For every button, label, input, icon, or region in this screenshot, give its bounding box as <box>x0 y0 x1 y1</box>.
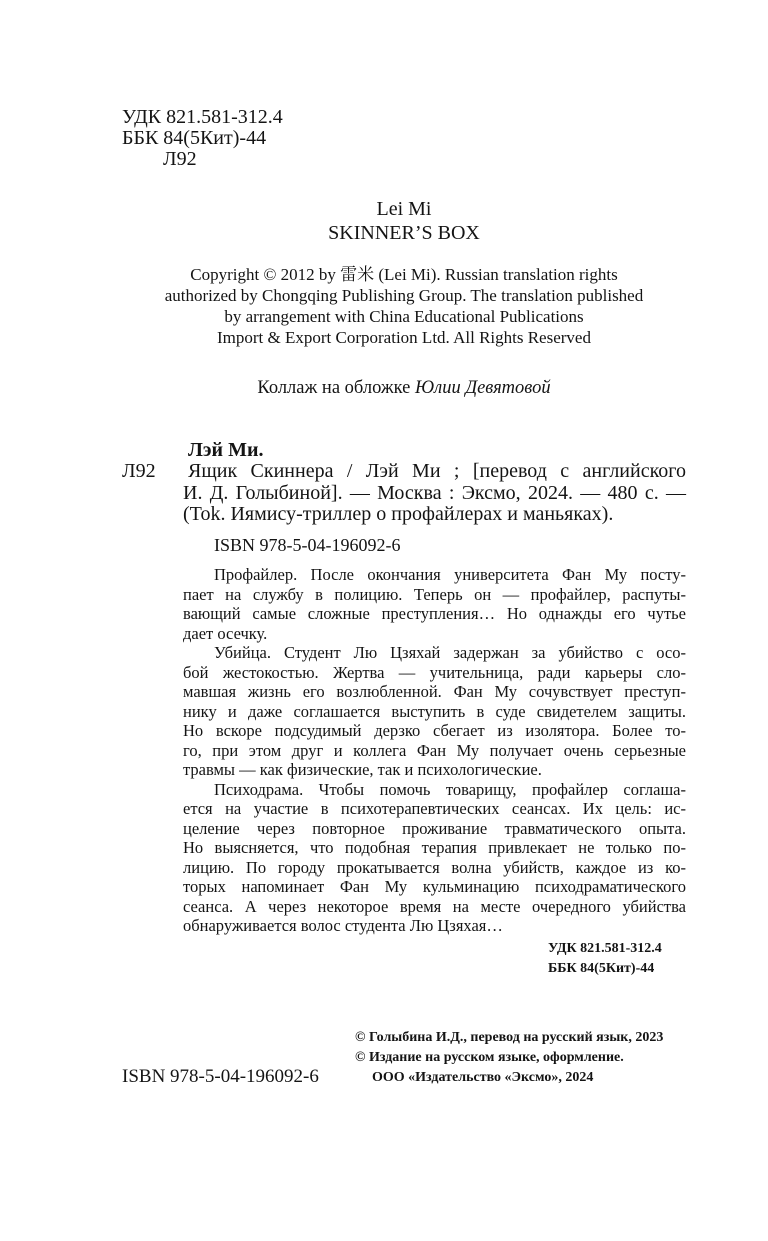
annotation-classification <box>548 939 662 979</box>
record-isbn: ISBN 978-5-04-196092-6 <box>214 535 401 555</box>
annotation-line: целение через повторное проживание травматического опыта. <box>183 818 686 838</box>
annotation-line: пает на службу в полицию. Теперь он — профайлер, распуты- <box>183 584 686 604</box>
cover-credit <box>122 377 686 399</box>
annotation <box>183 565 686 936</box>
annotation-line: Но вскоре подсудимый дерзко сбегает из изолятора. Более то- <box>183 721 686 740</box>
udk-code: УДК 821.581-312.4 <box>122 106 283 128</box>
annotation-line: нику и даже соглашается выступить в суде свидетелем защиты. <box>183 701 686 721</box>
annotation-line: Убийца. Студент Лю Цзяхай задержан за убийство с осо- <box>214 643 686 662</box>
record-description-line: Ящик Скиннера / Лэй Ми ; [перевод с английского <box>188 460 686 482</box>
author-mark: Л92 <box>163 148 197 170</box>
annotation-line: травмы — как физические, так и психологические. <box>183 760 542 779</box>
bbk-code: ББК 84(5Кит)-44 <box>122 127 267 149</box>
annotation-line: дает осечку. <box>183 623 268 643</box>
copyright-line: Import & Export Corporation Ltd. All Rights Reserved <box>217 328 591 347</box>
classification-block <box>122 107 283 170</box>
cover-credit-label: Коллаж на обложке <box>257 378 411 398</box>
cover-artist-name: Юлии Девятовой <box>415 378 551 398</box>
record-author-mark: Л92 <box>122 460 156 482</box>
annotation-bbk-code: ББК 84(5Кит)-44 <box>548 961 655 976</box>
annotation-line: лицию. По городу прокатывается волна убийств, каждое из ко- <box>183 857 686 877</box>
annotation-line: мавшая жизнь его возлюбленной. Фан Му сочувствует преступ- <box>183 682 686 701</box>
annotation-line: Но выясняется, что подобная терапия привлекает не только по- <box>183 838 686 857</box>
original-title: SKINNER’S BOX <box>328 222 480 244</box>
annotation-line: ется на участие в психотерапевтических сеансах. Их цель: ис- <box>183 799 686 818</box>
copyright-line: Copyright © 2012 by 雷米 (Lei Mi). Russian translation rights <box>190 265 618 284</box>
copyright-line: authorized by Chongqing Publishing Group. The translation published <box>164 286 644 305</box>
copyright-line: by arrangement with China Educational Publications <box>224 307 584 326</box>
record-description-line: И. Д. Голыбиной]. — Москва : Эксмо, 2024. — 480 с. — <box>183 481 686 504</box>
record-description-line: (Tok. Иямису-триллер о профайлерах и маньяках). <box>183 503 614 525</box>
annotation-line: торых напоминает Фан Му кульминацию психодраматического <box>183 877 686 896</box>
annotation-line: Профайлер. После окончания университета Фан Му посту- <box>214 565 686 584</box>
annotation-line: го, при этом друг и коллега Фан Му получает очень серьезные <box>183 740 686 760</box>
rights-line: © Издание на русском языке, оформление. <box>355 1050 624 1065</box>
annotation-line: бой жестокостью. Жертва — учительница, ради карьеры сло- <box>183 662 686 682</box>
annotation-line: сеанса. А через некоторое время на месте очередного убийства <box>183 896 686 916</box>
copyright-notice <box>122 264 686 348</box>
original-edition <box>122 197 686 245</box>
annotation-line: вающий самые сложные преступления… Но однажды его чутье <box>183 604 686 623</box>
rights-block <box>355 1028 663 1088</box>
annotation-udk-code: УДК 821.581-312.4 <box>548 941 662 956</box>
record-author-heading: Лэй Ми. <box>188 439 264 461</box>
record-description <box>183 461 686 526</box>
rights-line: © Голыбина И.Д., перевод на русский язык, 2023 <box>355 1030 664 1045</box>
original-author: Lei Mi <box>376 198 432 220</box>
rights-line: ООО «Издательство «Эксмо», 2024 <box>372 1070 594 1085</box>
annotation-line: обнаруживается волос студента Лю Цзяхая… <box>183 916 503 935</box>
annotation-line: Психодрама. Чтобы помочь товарищу, профайлер соглаша- <box>214 779 686 799</box>
footer-isbn: ISBN 978-5-04-196092-6 <box>122 1066 319 1087</box>
